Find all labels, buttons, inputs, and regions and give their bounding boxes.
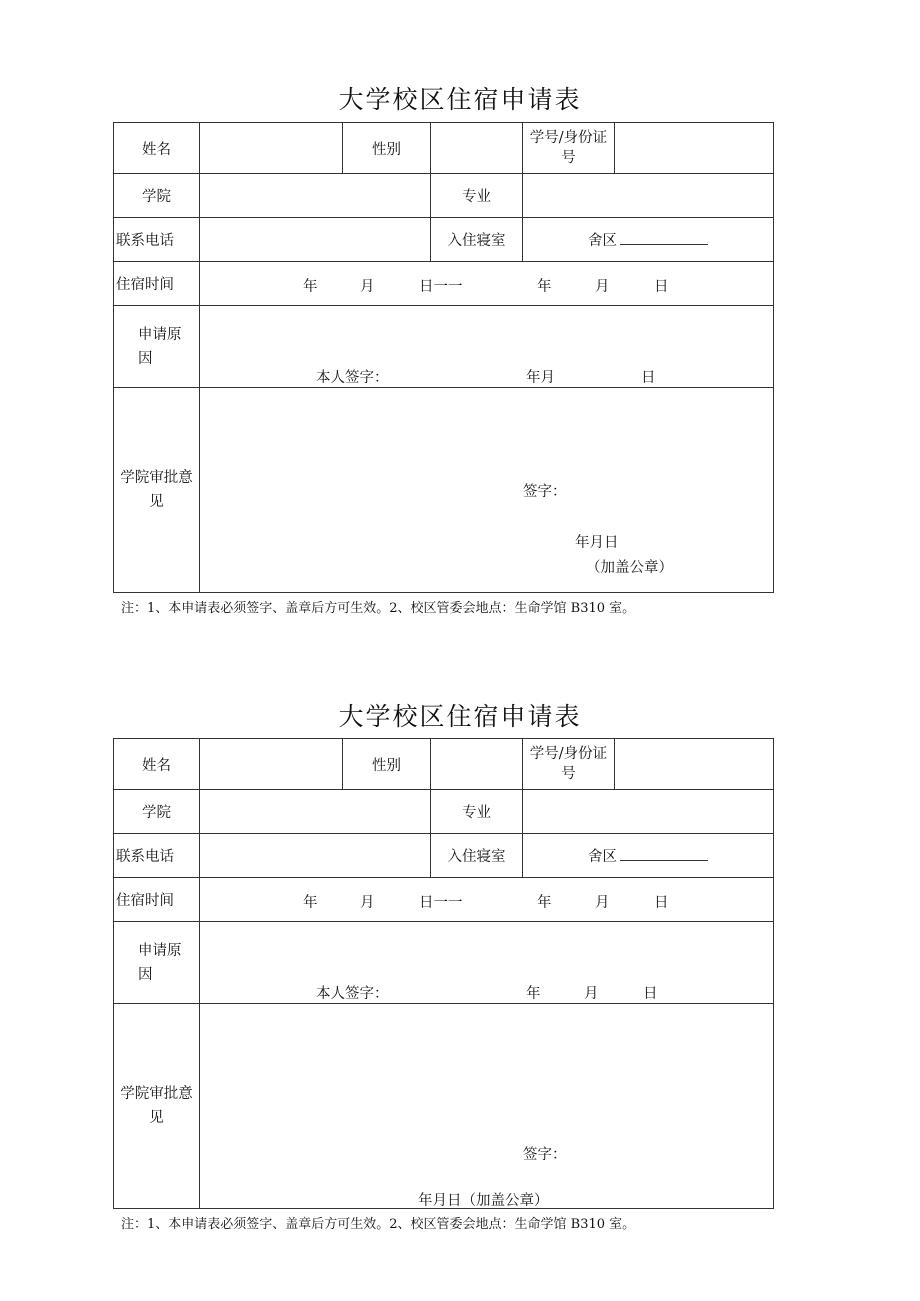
form-title: 大学校区住宿申请表 bbox=[338, 85, 582, 114]
stay-start-year: 年 bbox=[303, 279, 318, 295]
name-label: 姓名 bbox=[114, 123, 200, 174]
stay-start-month: 月 bbox=[360, 895, 375, 911]
student-id-label-line1: 学号/身份证 bbox=[529, 746, 608, 762]
gender-label: 性别 bbox=[343, 739, 431, 790]
stay-start-day: 日一一 bbox=[419, 895, 463, 911]
stay-start-year: 年 bbox=[303, 895, 318, 911]
stay-time-field[interactable] bbox=[200, 878, 774, 922]
seal-note: （加盖公章） bbox=[586, 560, 673, 576]
opinion-label bbox=[114, 1004, 200, 1209]
stay-end-month: 月 bbox=[595, 279, 610, 295]
reason-date-month: 月 bbox=[584, 986, 599, 1002]
gender-label: 性别 bbox=[343, 123, 431, 174]
reason-date-day: 日 bbox=[641, 370, 656, 386]
opinion-label-line2: 见 bbox=[149, 1110, 164, 1126]
application-form bbox=[113, 738, 774, 1209]
college-field[interactable] bbox=[200, 790, 431, 834]
major-label: 专业 bbox=[431, 790, 523, 834]
opinion-label-line1: 学院审批意 bbox=[120, 470, 193, 486]
reason-label bbox=[114, 306, 200, 388]
gender-field[interactable] bbox=[431, 739, 523, 790]
approval-date-seal: 年月日（加盖公章） bbox=[418, 1193, 549, 1209]
stay-end-year: 年 bbox=[537, 279, 552, 295]
reason-field[interactable] bbox=[200, 922, 774, 1004]
opinion-field[interactable] bbox=[200, 1004, 774, 1209]
approval-date: 年月日 bbox=[575, 535, 619, 551]
name-field[interactable] bbox=[200, 123, 343, 174]
student-id-field[interactable] bbox=[615, 739, 774, 790]
stay-time-label: 住宿时间 bbox=[114, 878, 200, 922]
reason-label-line2: 因 bbox=[138, 350, 153, 367]
major-field[interactable] bbox=[523, 174, 774, 218]
college-field[interactable] bbox=[200, 174, 431, 218]
stay-end-day: 日 bbox=[654, 279, 669, 295]
stay-end-year: 年 bbox=[537, 895, 552, 911]
dorm-area-blank[interactable] bbox=[620, 232, 708, 245]
phone-label: 联系电话 bbox=[114, 218, 200, 262]
dorm-label: 入住寝室 bbox=[431, 218, 523, 262]
major-label: 专业 bbox=[431, 174, 523, 218]
student-id-label-line1: 学号/身份证 bbox=[529, 130, 608, 146]
reason-date-year-month: 年月 bbox=[526, 370, 555, 386]
dorm-area-blank[interactable] bbox=[620, 848, 708, 861]
opinion-label-line2: 见 bbox=[149, 494, 164, 510]
dorm-area-label: 舍区 bbox=[588, 233, 617, 249]
footnote: 注：1、本申请表必须签字、盖章后方可生效。2、校区管委会地点：生命学馆 B310 室。 bbox=[121, 1217, 636, 1232]
dorm-area-label: 舍区 bbox=[588, 849, 617, 865]
applicant-signature-label: 本人签字： bbox=[316, 370, 389, 386]
dorm-label: 入住寝室 bbox=[431, 834, 523, 878]
student-id-field[interactable] bbox=[615, 123, 774, 174]
applicant-signature-label: 本人签字： bbox=[316, 986, 389, 1002]
opinion-label-line1: 学院审批意 bbox=[120, 1086, 193, 1102]
stay-time-label: 住宿时间 bbox=[114, 262, 200, 306]
name-label: 姓名 bbox=[114, 739, 200, 790]
student-id-label bbox=[523, 123, 615, 174]
phone-field[interactable] bbox=[200, 218, 431, 262]
stay-time-field[interactable] bbox=[200, 262, 774, 306]
gender-field[interactable] bbox=[431, 123, 523, 174]
stay-start-month: 月 bbox=[360, 279, 375, 295]
reason-date-year: 年 bbox=[526, 986, 541, 1002]
phone-field[interactable] bbox=[200, 834, 431, 878]
name-field[interactable] bbox=[200, 739, 343, 790]
footnote: 注：1、本申请表必须签字、盖章后方可生效。2、校区管委会地点：生命学馆 B310 室。 bbox=[121, 601, 636, 616]
reason-label-line2: 因 bbox=[138, 966, 153, 983]
student-id-label bbox=[523, 739, 615, 790]
reason-date-day: 日 bbox=[643, 986, 658, 1002]
college-label: 学院 bbox=[114, 790, 200, 834]
college-label: 学院 bbox=[114, 174, 200, 218]
reason-label bbox=[114, 922, 200, 1004]
major-field[interactable] bbox=[523, 790, 774, 834]
application-form bbox=[113, 122, 774, 593]
reason-field[interactable] bbox=[200, 306, 774, 388]
approver-signature-label: 签字： bbox=[523, 484, 567, 500]
form-title: 大学校区住宿申请表 bbox=[338, 702, 582, 731]
reason-label-line1: 申请原 bbox=[138, 942, 182, 959]
stay-end-month: 月 bbox=[595, 895, 610, 911]
student-id-label-line2: 号 bbox=[561, 766, 576, 782]
student-id-label-line2: 号 bbox=[561, 150, 576, 166]
opinion-label bbox=[114, 388, 200, 593]
phone-label: 联系电话 bbox=[114, 834, 200, 878]
reason-label-line1: 申请原 bbox=[138, 326, 182, 343]
opinion-field[interactable] bbox=[200, 388, 774, 593]
approver-signature-label: 签字： bbox=[523, 1147, 567, 1163]
stay-end-day: 日 bbox=[654, 895, 669, 911]
stay-start-day: 日一一 bbox=[419, 279, 463, 295]
dorm-area-field[interactable] bbox=[523, 218, 774, 262]
dorm-area-field[interactable] bbox=[523, 834, 774, 878]
